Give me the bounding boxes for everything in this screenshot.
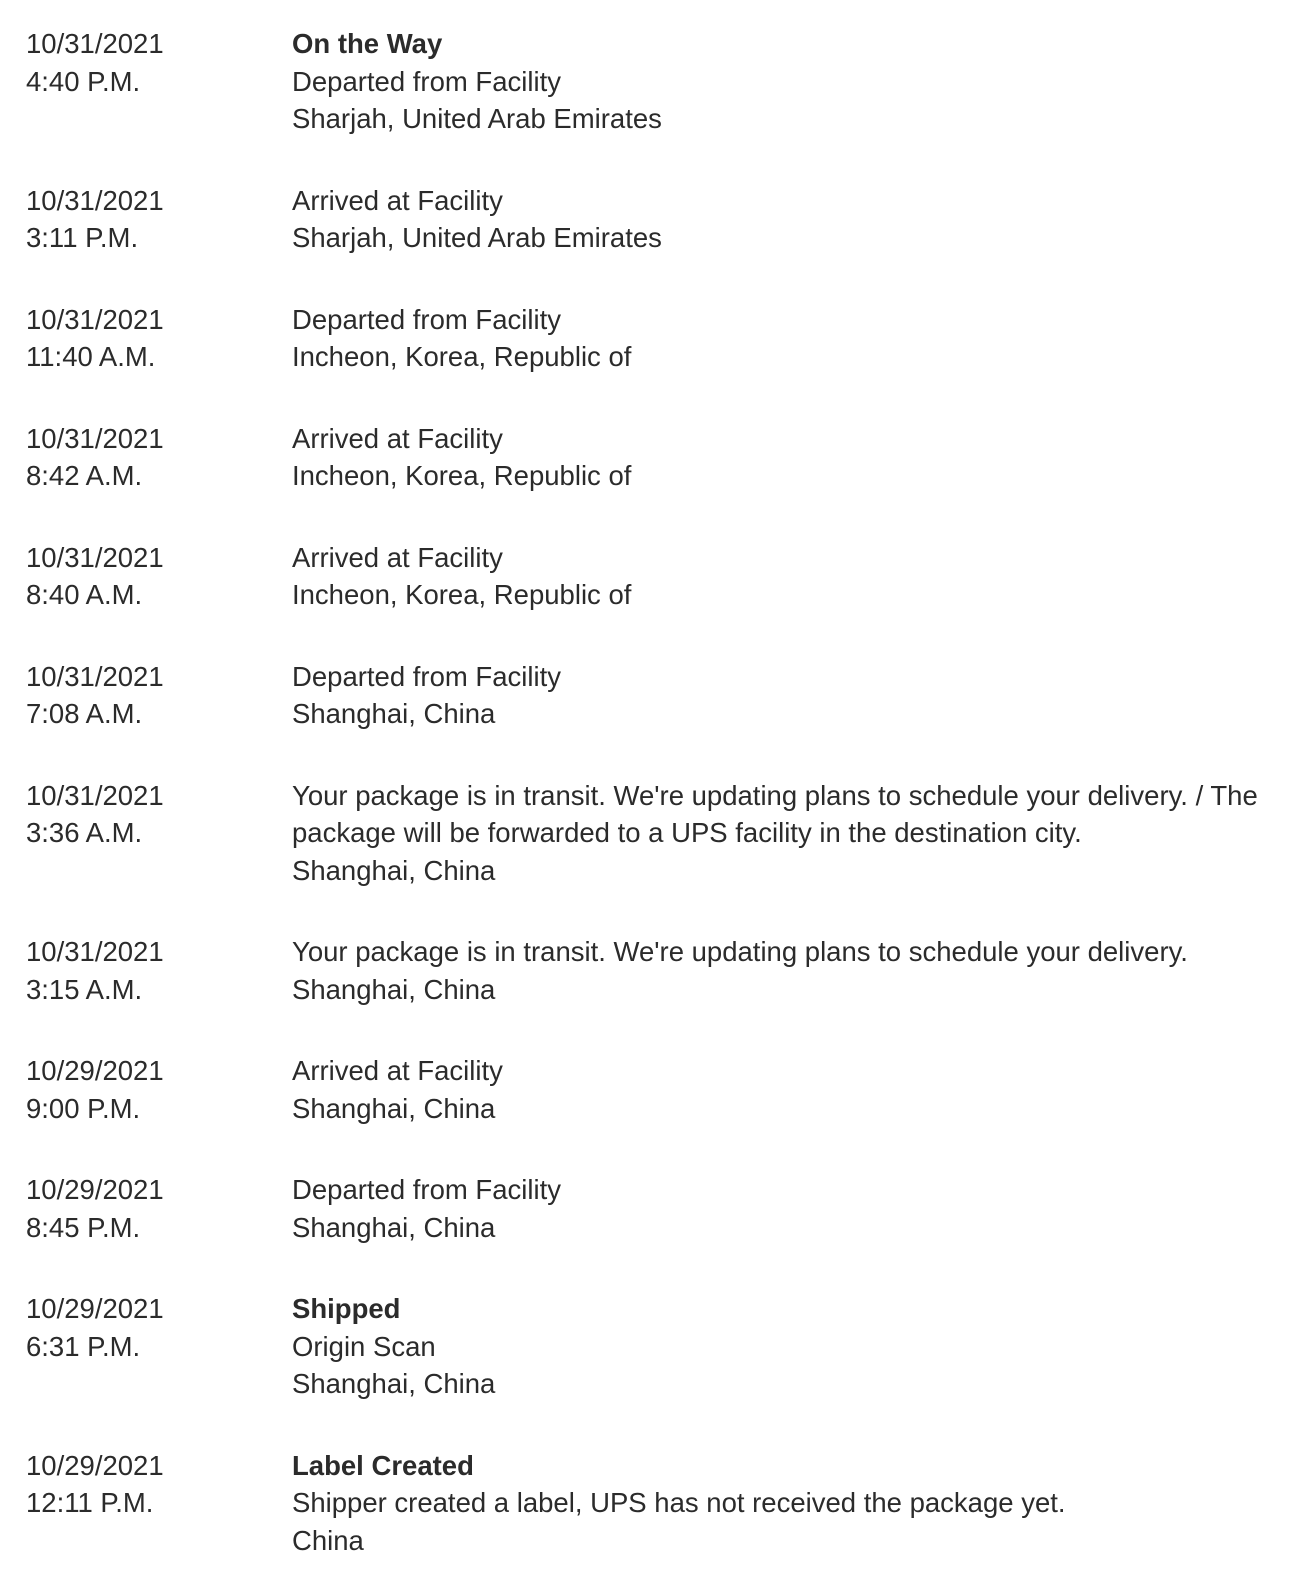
event-location: Shanghai, China bbox=[292, 973, 496, 1005]
event-datetime bbox=[0, 1290, 292, 1365]
event-time: 3:36 A.M. bbox=[26, 817, 143, 848]
event-datetime bbox=[0, 1447, 292, 1522]
event-details bbox=[292, 1052, 1294, 1127]
tracking-event bbox=[0, 933, 1294, 1008]
event-description: Shipper created a label, UPS has not received the package yet. bbox=[292, 1487, 1066, 1518]
event-date: 10/31/2021 bbox=[26, 779, 164, 811]
event-details bbox=[292, 420, 1294, 495]
event-description: Origin Scan bbox=[292, 1330, 436, 1362]
event-description: Departed from Facility bbox=[292, 303, 561, 335]
event-time: 3:15 A.M. bbox=[26, 973, 143, 1005]
event-description: Arrived at Facility bbox=[292, 541, 503, 573]
tracking-event bbox=[0, 420, 1294, 495]
tracking-event bbox=[0, 1171, 1294, 1246]
event-location: Incheon, Korea, Republic of bbox=[292, 341, 632, 372]
event-description: Arrived at Facility bbox=[292, 422, 503, 454]
event-location: Shanghai, China bbox=[292, 1211, 496, 1243]
event-date: 10/29/2021 bbox=[26, 1293, 164, 1324]
event-location: Shanghai, China bbox=[292, 854, 496, 886]
event-status: On the Way bbox=[292, 28, 443, 59]
event-description: Your package is in transit. We're updating plans to schedule your delivery. / The package will be forwarded to a UPS facility in the destination city. bbox=[292, 779, 1258, 848]
event-time: 4:40 P.M. bbox=[26, 65, 141, 97]
event-details bbox=[292, 933, 1294, 1008]
event-date: 10/31/2021 bbox=[26, 184, 164, 216]
event-time: 9:00 P.M. bbox=[26, 1092, 141, 1124]
event-date: 10/29/2021 bbox=[26, 1449, 164, 1481]
tracking-event bbox=[0, 182, 1294, 257]
event-time: 8:42 A.M. bbox=[26, 460, 143, 491]
event-details bbox=[292, 1171, 1294, 1246]
tracking-event bbox=[0, 1447, 1294, 1560]
event-location: Sharjah, United Arab Emirates bbox=[292, 103, 662, 134]
event-date: 10/31/2021 bbox=[26, 422, 164, 454]
event-datetime bbox=[0, 539, 292, 614]
event-date: 10/31/2021 bbox=[26, 28, 164, 59]
tracking-event bbox=[0, 1290, 1294, 1403]
tracking-event bbox=[0, 539, 1294, 614]
event-time: 8:40 A.M. bbox=[26, 579, 143, 610]
tracking-event bbox=[0, 777, 1294, 890]
event-location: Shanghai, China bbox=[292, 698, 496, 729]
event-details bbox=[292, 1447, 1294, 1560]
event-date: 10/29/2021 bbox=[26, 1174, 164, 1205]
event-details bbox=[292, 1290, 1294, 1403]
event-details bbox=[292, 539, 1294, 614]
event-details bbox=[292, 777, 1294, 890]
event-datetime bbox=[0, 301, 292, 376]
tracking-event bbox=[0, 658, 1294, 733]
event-time: 6:31 P.M. bbox=[26, 1330, 141, 1362]
event-location: Incheon, Korea, Republic of bbox=[292, 579, 632, 610]
event-status: Shipped bbox=[292, 1293, 401, 1324]
event-description: Departed from Facility bbox=[292, 1174, 561, 1205]
event-description: Departed from Facility bbox=[292, 65, 561, 97]
event-datetime bbox=[0, 25, 292, 100]
event-location: Shanghai, China bbox=[292, 1092, 496, 1124]
event-date: 10/31/2021 bbox=[26, 936, 164, 967]
event-details bbox=[292, 25, 1294, 138]
event-location: Incheon, Korea, Republic of bbox=[292, 460, 632, 491]
event-date: 10/31/2021 bbox=[26, 660, 164, 692]
event-datetime bbox=[0, 1052, 292, 1127]
event-date: 10/31/2021 bbox=[26, 541, 164, 573]
event-description: Arrived at Facility bbox=[292, 184, 503, 216]
event-datetime bbox=[0, 1171, 292, 1246]
event-location: China bbox=[292, 1524, 364, 1556]
event-description: Departed from Facility bbox=[292, 660, 561, 692]
event-time: 8:45 P.M. bbox=[26, 1211, 141, 1243]
event-details bbox=[292, 301, 1294, 376]
event-datetime bbox=[0, 182, 292, 257]
event-status: Label Created bbox=[292, 1449, 474, 1481]
event-location: Sharjah, United Arab Emirates bbox=[292, 222, 662, 253]
tracking-event bbox=[0, 1052, 1294, 1127]
event-details bbox=[292, 658, 1294, 733]
event-datetime bbox=[0, 420, 292, 495]
event-datetime bbox=[0, 777, 292, 852]
event-time: 3:11 P.M. bbox=[26, 222, 139, 253]
event-description: Your package is in transit. We're updating plans to schedule your delivery. bbox=[292, 936, 1188, 967]
event-date: 10/29/2021 bbox=[26, 1055, 164, 1086]
event-location: Shanghai, China bbox=[292, 1368, 496, 1399]
event-details bbox=[292, 182, 1294, 257]
event-time: 7:08 A.M. bbox=[26, 698, 143, 729]
event-date: 10/31/2021 bbox=[26, 303, 164, 335]
event-datetime bbox=[0, 933, 292, 1008]
tracking-event bbox=[0, 25, 1294, 138]
event-time: 11:40 A.M. bbox=[26, 341, 156, 372]
event-time: 12:11 P.M. bbox=[26, 1487, 154, 1518]
event-datetime bbox=[0, 658, 292, 733]
event-description: Arrived at Facility bbox=[292, 1055, 503, 1086]
tracking-event bbox=[0, 301, 1294, 376]
